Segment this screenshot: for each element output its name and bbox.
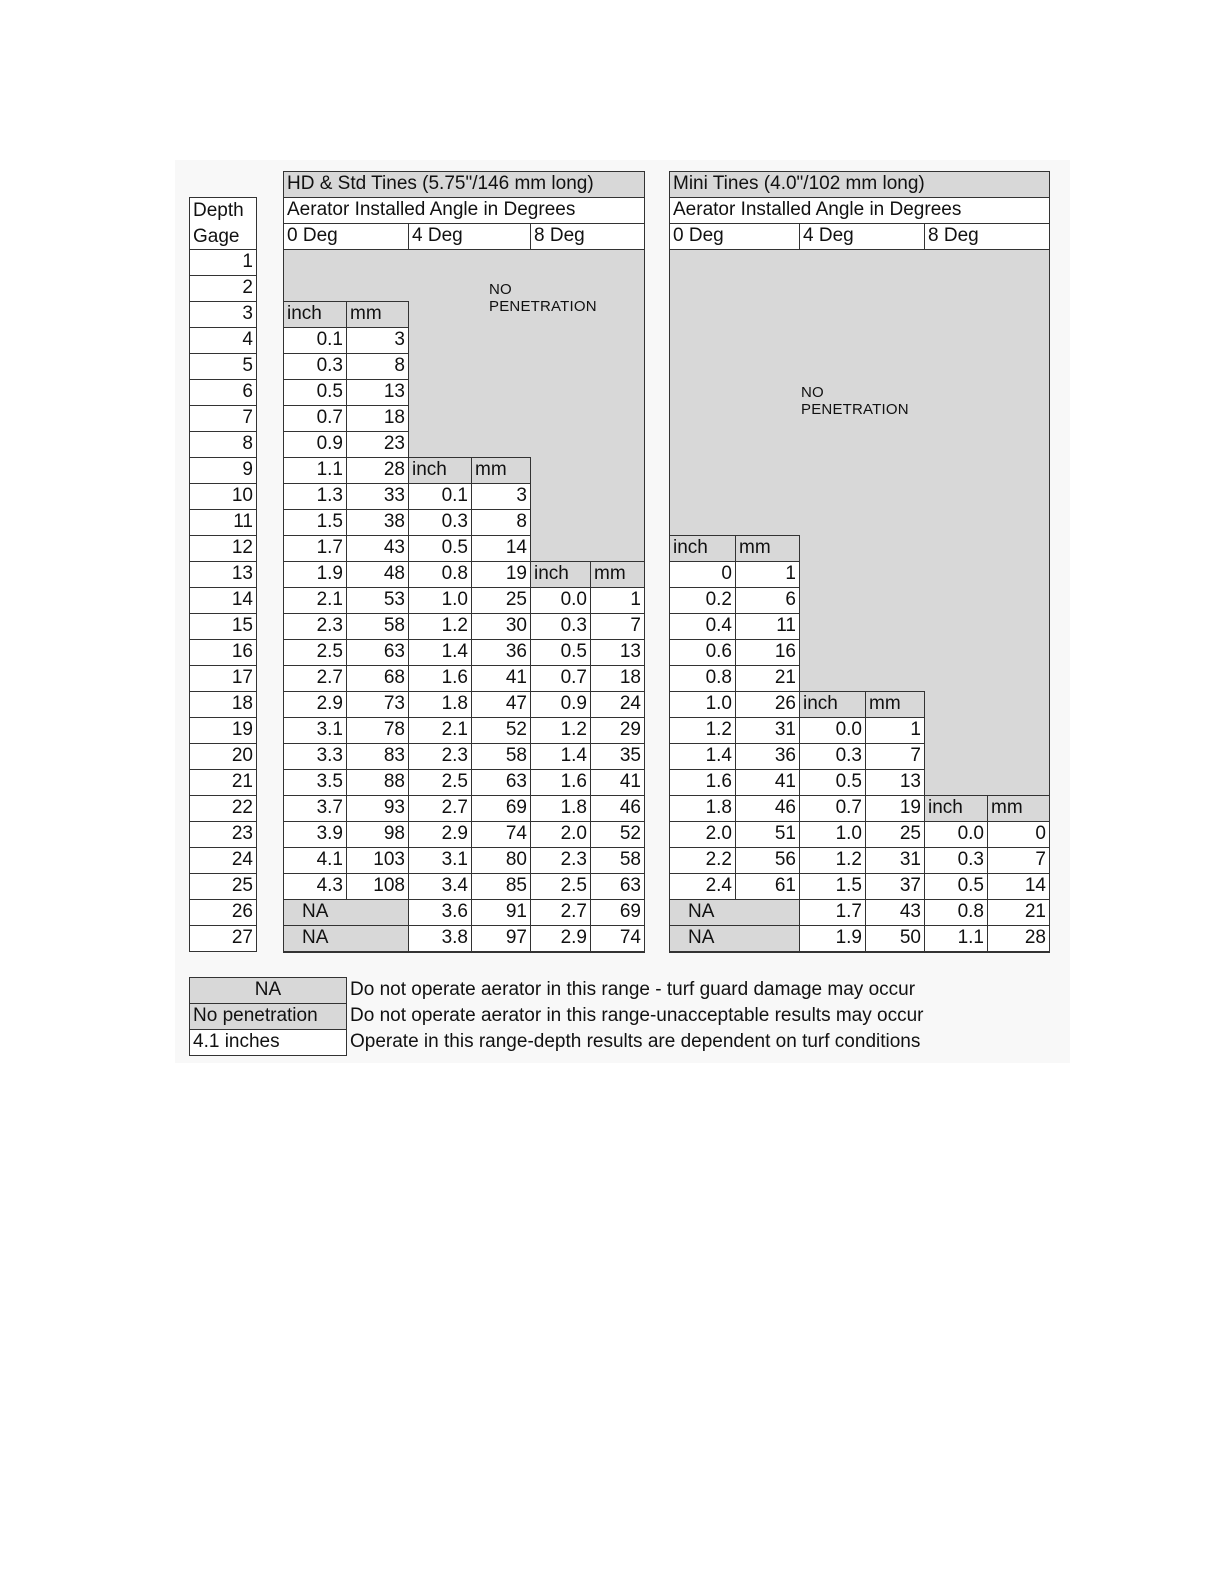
- mini-deg0-mm-value: 26: [735, 691, 800, 718]
- mini-deg0-inch-value: 2.2: [669, 847, 736, 874]
- hd-deg4-mm-value: 97: [471, 925, 531, 952]
- mini-deg4-mm-value: 7: [865, 743, 925, 770]
- hd-deg0-mm-value: 63: [346, 639, 409, 666]
- hd-deg8-inch-value: 2.5: [530, 873, 591, 900]
- hd-deg0-inch-value: 2.9: [283, 691, 347, 718]
- depth-gage-header: [189, 197, 257, 250]
- depth-gage-row: 13: [189, 561, 257, 588]
- mini-deg0-inch-value: 1.4: [669, 743, 736, 770]
- hd-deg8-inch-value: 0.5: [530, 639, 591, 666]
- hd-deg4-mm-value: 14: [471, 535, 531, 562]
- hd-deg0-mm-value: 83: [346, 743, 409, 770]
- hd-deg4-inch-value: 2.1: [408, 717, 472, 744]
- mini-deg8-inch-value: 0.8: [924, 899, 988, 926]
- hd-deg4-inch-value: 1.0: [408, 587, 472, 614]
- mini-deg0-mm-value: 21: [735, 665, 800, 692]
- depth-gage-row: 5: [189, 353, 257, 380]
- hd-deg4-mm-value: 8: [471, 509, 531, 536]
- hd-deg0-mm-value: 98: [346, 821, 409, 848]
- mini-deg0-inch-value: 2.4: [669, 873, 736, 900]
- depth-gage-row: 27: [189, 925, 257, 952]
- mini-deg8-inch-value: 0.3: [924, 847, 988, 874]
- hd-deg0-inch-value: 2.1: [283, 587, 347, 614]
- hd-deg4-mm-value: 63: [471, 769, 531, 796]
- mini-deg0-inch-value: 1.0: [669, 691, 736, 718]
- hd-deg4-mm-value: 52: [471, 717, 531, 744]
- depth-gage-row: 12: [189, 535, 257, 562]
- hd-deg4-inch-value: 0.3: [408, 509, 472, 536]
- hd-deg4-inch-value: 1.6: [408, 665, 472, 692]
- depth-gage-row: 22: [189, 795, 257, 822]
- hd-deg0-mm-value: 58: [346, 613, 409, 640]
- hd-deg0-inch-value: 3.7: [283, 795, 347, 822]
- hd-deg0-inch-value: 1.5: [283, 509, 347, 536]
- mini-angle-0-header: 0 Deg: [669, 223, 800, 250]
- depth-gage-row: 1: [189, 249, 257, 276]
- legend-key-operate: 4.1 inches: [189, 1029, 347, 1056]
- hd-deg4-mm-value: 19: [471, 561, 531, 588]
- depth-gage-row: 19: [189, 717, 257, 744]
- mini-deg4-mm-value: 31: [865, 847, 925, 874]
- depth-gage-row: 9: [189, 457, 257, 484]
- mini-deg8-mm-value: 28: [987, 925, 1050, 952]
- hd-deg0-mm-value: 8: [346, 353, 409, 380]
- hd-deg0-inch-value: 3.1: [283, 717, 347, 744]
- hd-deg0-inch-value: 0.9: [283, 431, 347, 458]
- depth-gage-row: 21: [189, 769, 257, 796]
- mini-deg0-mm-value: 46: [735, 795, 800, 822]
- mini-angle-8-header: 8 Deg: [924, 223, 1050, 250]
- hd-deg0-mm-value: 43: [346, 535, 409, 562]
- mini-angle-4-header: 4 Deg: [799, 223, 925, 250]
- hd-deg4-mm-value: 91: [471, 899, 531, 926]
- hd-tines-title: HD & Std Tines (5.75"/146 mm long): [283, 171, 645, 198]
- mini-deg4-mm-value: 25: [865, 821, 925, 848]
- hd-deg0-mm-value: 78: [346, 717, 409, 744]
- hd-deg4-inch-value: 2.7: [408, 795, 472, 822]
- hd-deg0-mm-value: 73: [346, 691, 409, 718]
- depth-gage-row: 16: [189, 639, 257, 666]
- hd-deg0-inch-value: 0.1: [283, 327, 347, 354]
- mini-deg4-mm-value: 37: [865, 873, 925, 900]
- hd-deg0-inch-header: inch: [283, 301, 347, 328]
- hd-deg8-mm-value: 1: [590, 587, 645, 614]
- mini-deg0-inch-value: 0: [669, 561, 736, 588]
- depth-gage-row: 15: [189, 613, 257, 640]
- hd-deg4-inch-value: 2.5: [408, 769, 472, 796]
- hd-deg4-inch-value: 3.6: [408, 899, 472, 926]
- hd-deg0-inch-value: 2.7: [283, 665, 347, 692]
- depth-gage-row: 6: [189, 379, 257, 406]
- hd-deg4-inch-value: 3.1: [408, 847, 472, 874]
- mini-deg0-mm-value: 51: [735, 821, 800, 848]
- hd-deg8-mm-value: 24: [590, 691, 645, 718]
- hd-deg4-inch-value: 3.4: [408, 873, 472, 900]
- hd-deg8-inch-value: 0.7: [530, 665, 591, 692]
- hd-deg8-inch-value: 1.2: [530, 717, 591, 744]
- mini-deg4-inch-header: inch: [799, 691, 866, 718]
- mini-deg0-mm-value: 41: [735, 769, 800, 796]
- mini-deg0-mm-value: 11: [735, 613, 800, 640]
- hd-deg8-mm-header: mm: [590, 561, 645, 588]
- mini-deg4-mm-value: 1: [865, 717, 925, 744]
- hd-deg0-mm-value: 23: [346, 431, 409, 458]
- hd-deg8-mm-value: 18: [590, 665, 645, 692]
- mini-deg0-mm-value: 36: [735, 743, 800, 770]
- hd-deg0-inch-value: 1.1: [283, 457, 347, 484]
- depth-gage-row: 2: [189, 275, 257, 302]
- mini-deg8-mm-value: 21: [987, 899, 1050, 926]
- mini-deg0-mm-value: 1: [735, 561, 800, 588]
- depth-gage-row: 4: [189, 327, 257, 354]
- mini-deg8-inch-value: 1.1: [924, 925, 988, 952]
- mini-deg0-mm-header: mm: [735, 535, 800, 562]
- hd-deg0-inch-value: 0.3: [283, 353, 347, 380]
- mini-deg0-inch-value: 1.8: [669, 795, 736, 822]
- hd-tines-subtitle: Aerator Installed Angle in Degrees: [283, 197, 645, 224]
- hd-deg0-inch-value: 1.7: [283, 535, 347, 562]
- hd-deg0-mm-value: 53: [346, 587, 409, 614]
- hd-deg4-inch-header: inch: [408, 457, 472, 484]
- mini-deg4-inch-value: 0.5: [799, 769, 866, 796]
- hd-deg0-na-cell: NA: [283, 925, 409, 952]
- hd-deg0-mm-value: 108: [346, 873, 409, 900]
- hd-deg0-inch-value: 3.3: [283, 743, 347, 770]
- hd-deg0-inch-value: 4.3: [283, 873, 347, 900]
- hd-deg0-inch-value: 3.5: [283, 769, 347, 796]
- hd-deg8-mm-value: 41: [590, 769, 645, 796]
- hd-deg8-inch-value: 1.6: [530, 769, 591, 796]
- hd-deg4-mm-value: 25: [471, 587, 531, 614]
- hd-deg8-mm-value: 69: [590, 899, 645, 926]
- mini-deg0-mm-value: 61: [735, 873, 800, 900]
- hd-deg4-mm-value: 30: [471, 613, 531, 640]
- mini-deg8-mm-value: 7: [987, 847, 1050, 874]
- hd-deg4-inch-value: 0.5: [408, 535, 472, 562]
- mini-deg4-mm-header: mm: [865, 691, 925, 718]
- hd-deg4-inch-value: 2.3: [408, 743, 472, 770]
- hd-deg4-inch-value: 1.2: [408, 613, 472, 640]
- hd-deg0-mm-value: 33: [346, 483, 409, 510]
- hd-deg8-inch-value: 2.0: [530, 821, 591, 848]
- hd-deg4-mm-value: 41: [471, 665, 531, 692]
- hd-deg0-mm-value: 38: [346, 509, 409, 536]
- hd-deg8-mm-value: 35: [590, 743, 645, 770]
- mini-deg4-mm-value: 50: [865, 925, 925, 952]
- hd-deg0-mm-value: 48: [346, 561, 409, 588]
- mini-deg4-inch-value: 1.9: [799, 925, 866, 952]
- hd-no-penetration-label: NO PENETRATION: [489, 281, 597, 315]
- hd-deg8-inch-value: 2.9: [530, 925, 591, 952]
- mini-deg4-inch-value: 1.2: [799, 847, 866, 874]
- mini-deg4-mm-value: 43: [865, 899, 925, 926]
- hd-deg0-mm-value: 68: [346, 665, 409, 692]
- depth-gage-row: 18: [189, 691, 257, 718]
- mini-deg4-inch-value: 1.0: [799, 821, 866, 848]
- hd-deg4-mm-value: 69: [471, 795, 531, 822]
- mini-deg0-inch-value: 0.2: [669, 587, 736, 614]
- hd-deg0-inch-value: 3.9: [283, 821, 347, 848]
- mini-deg0-inch-value: 0.8: [669, 665, 736, 692]
- legend-text-na: Do not operate aerator in this range - turf guard damage may occur: [350, 979, 916, 1000]
- depth-gage-row: 17: [189, 665, 257, 692]
- hd-angle-8-header: 8 Deg: [530, 223, 645, 250]
- hd-deg8-mm-value: 63: [590, 873, 645, 900]
- mini-deg0-inch-header: inch: [669, 535, 736, 562]
- hd-deg4-inch-value: 1.4: [408, 639, 472, 666]
- legend-text-operate: Operate in this range-depth results are dependent on turf conditions: [350, 1031, 921, 1052]
- hd-deg0-mm-value: 3: [346, 327, 409, 354]
- depth-gage-row: 23: [189, 821, 257, 848]
- hd-deg0-inch-value: 1.3: [283, 483, 347, 510]
- mini-deg8-inch-value: 0.5: [924, 873, 988, 900]
- depth-gage-header-line2: Gage: [193, 226, 240, 247]
- mini-deg0-inch-value: 0.4: [669, 613, 736, 640]
- hd-deg4-inch-value: 0.8: [408, 561, 472, 588]
- mini-deg0-inch-value: 1.2: [669, 717, 736, 744]
- mini-deg8-mm-header: mm: [987, 795, 1050, 822]
- mini-deg0-mm-value: 56: [735, 847, 800, 874]
- hd-deg0-mm-value: 103: [346, 847, 409, 874]
- hd-deg8-mm-value: 58: [590, 847, 645, 874]
- mini-deg0-mm-value: 16: [735, 639, 800, 666]
- depth-gage-row: 7: [189, 405, 257, 432]
- depth-gage-row: 11: [189, 509, 257, 536]
- hd-deg8-mm-value: 7: [590, 613, 645, 640]
- hd-deg0-mm-header: mm: [346, 301, 409, 328]
- mini-deg4-inch-value: 0.3: [799, 743, 866, 770]
- mini-no-penetration-label: NO PENETRATION: [801, 384, 909, 418]
- hd-deg0-inch-value: 2.3: [283, 613, 347, 640]
- hd-deg0-inch-value: 4.1: [283, 847, 347, 874]
- mini-tines-subtitle: Aerator Installed Angle in Degrees: [669, 197, 1050, 224]
- depth-gage-row: 14: [189, 587, 257, 614]
- mini-deg8-inch-header: inch: [924, 795, 988, 822]
- hd-deg4-mm-value: 58: [471, 743, 531, 770]
- depth-gage-row: 20: [189, 743, 257, 770]
- hd-deg8-inch-value: 0.9: [530, 691, 591, 718]
- depth-gage-header-line1: Depth: [193, 200, 244, 221]
- mini-deg0-na-cell: NA: [669, 899, 800, 926]
- mini-deg8-mm-value: 14: [987, 873, 1050, 900]
- mini-deg4-inch-value: 1.7: [799, 899, 866, 926]
- hd-angle-0-header: 0 Deg: [283, 223, 409, 250]
- hd-deg8-inch-value: 1.4: [530, 743, 591, 770]
- hd-deg8-inch-header: inch: [530, 561, 591, 588]
- depth-gage-row: 10: [189, 483, 257, 510]
- hd-deg8-inch-value: 1.8: [530, 795, 591, 822]
- mini-deg0-inch-value: 0.6: [669, 639, 736, 666]
- hd-deg8-mm-value: 74: [590, 925, 645, 952]
- hd-deg8-mm-value: 46: [590, 795, 645, 822]
- mini-deg8-inch-value: 0.0: [924, 821, 988, 848]
- mini-deg4-inch-value: 0.7: [799, 795, 866, 822]
- depth-gage-row: 8: [189, 431, 257, 458]
- hd-deg8-mm-value: 52: [590, 821, 645, 848]
- hd-deg0-mm-value: 93: [346, 795, 409, 822]
- depth-gage-row: 26: [189, 899, 257, 926]
- hd-deg4-mm-value: 36: [471, 639, 531, 666]
- hd-deg4-inch-value: 2.9: [408, 821, 472, 848]
- hd-deg0-inch-value: 0.7: [283, 405, 347, 432]
- hd-deg8-inch-value: 0.0: [530, 587, 591, 614]
- mini-deg4-inch-value: 0.0: [799, 717, 866, 744]
- hd-deg8-inch-value: 2.7: [530, 899, 591, 926]
- hd-deg4-mm-value: 47: [471, 691, 531, 718]
- mini-deg0-mm-value: 6: [735, 587, 800, 614]
- hd-deg4-mm-header: mm: [471, 457, 531, 484]
- mini-deg0-inch-value: 1.6: [669, 769, 736, 796]
- hd-deg0-na-cell: NA: [283, 899, 409, 926]
- hd-angle-4-header: 4 Deg: [408, 223, 531, 250]
- legend-text-no-penetration: Do not operate aerator in this range-unacceptable results may occur: [350, 1005, 924, 1026]
- depth-gage-row: 3: [189, 301, 257, 328]
- hd-deg0-inch-value: 1.9: [283, 561, 347, 588]
- mini-deg0-na-cell: NA: [669, 925, 800, 952]
- legend-key-no-penetration: No penetration: [189, 1003, 347, 1030]
- hd-deg4-mm-value: 85: [471, 873, 531, 900]
- hd-deg8-inch-value: 0.3: [530, 613, 591, 640]
- hd-deg8-mm-value: 13: [590, 639, 645, 666]
- mini-deg0-mm-value: 31: [735, 717, 800, 744]
- hd-deg4-mm-value: 3: [471, 483, 531, 510]
- hd-deg4-mm-value: 74: [471, 821, 531, 848]
- hd-deg0-mm-value: 13: [346, 379, 409, 406]
- hd-deg0-mm-value: 88: [346, 769, 409, 796]
- hd-deg0-inch-value: 0.5: [283, 379, 347, 406]
- mini-deg4-mm-value: 19: [865, 795, 925, 822]
- hd-deg0-mm-value: 28: [346, 457, 409, 484]
- hd-deg4-mm-value: 80: [471, 847, 531, 874]
- legend-key-na: NA: [189, 977, 347, 1004]
- hd-deg4-inch-value: 1.8: [408, 691, 472, 718]
- mini-deg4-inch-value: 1.5: [799, 873, 866, 900]
- hd-deg8-mm-value: 29: [590, 717, 645, 744]
- mini-deg8-mm-value: 0: [987, 821, 1050, 848]
- depth-gage-row: 25: [189, 873, 257, 900]
- hd-deg8-inch-value: 2.3: [530, 847, 591, 874]
- hd-deg4-inch-value: 3.8: [408, 925, 472, 952]
- mini-tines-title: Mini Tines (4.0"/102 mm long): [669, 171, 1050, 198]
- depth-gage-row: 24: [189, 847, 257, 874]
- hd-deg0-inch-value: 2.5: [283, 639, 347, 666]
- mini-deg4-mm-value: 13: [865, 769, 925, 796]
- hd-deg4-inch-value: 0.1: [408, 483, 472, 510]
- hd-deg0-mm-value: 18: [346, 405, 409, 432]
- mini-deg0-inch-value: 2.0: [669, 821, 736, 848]
